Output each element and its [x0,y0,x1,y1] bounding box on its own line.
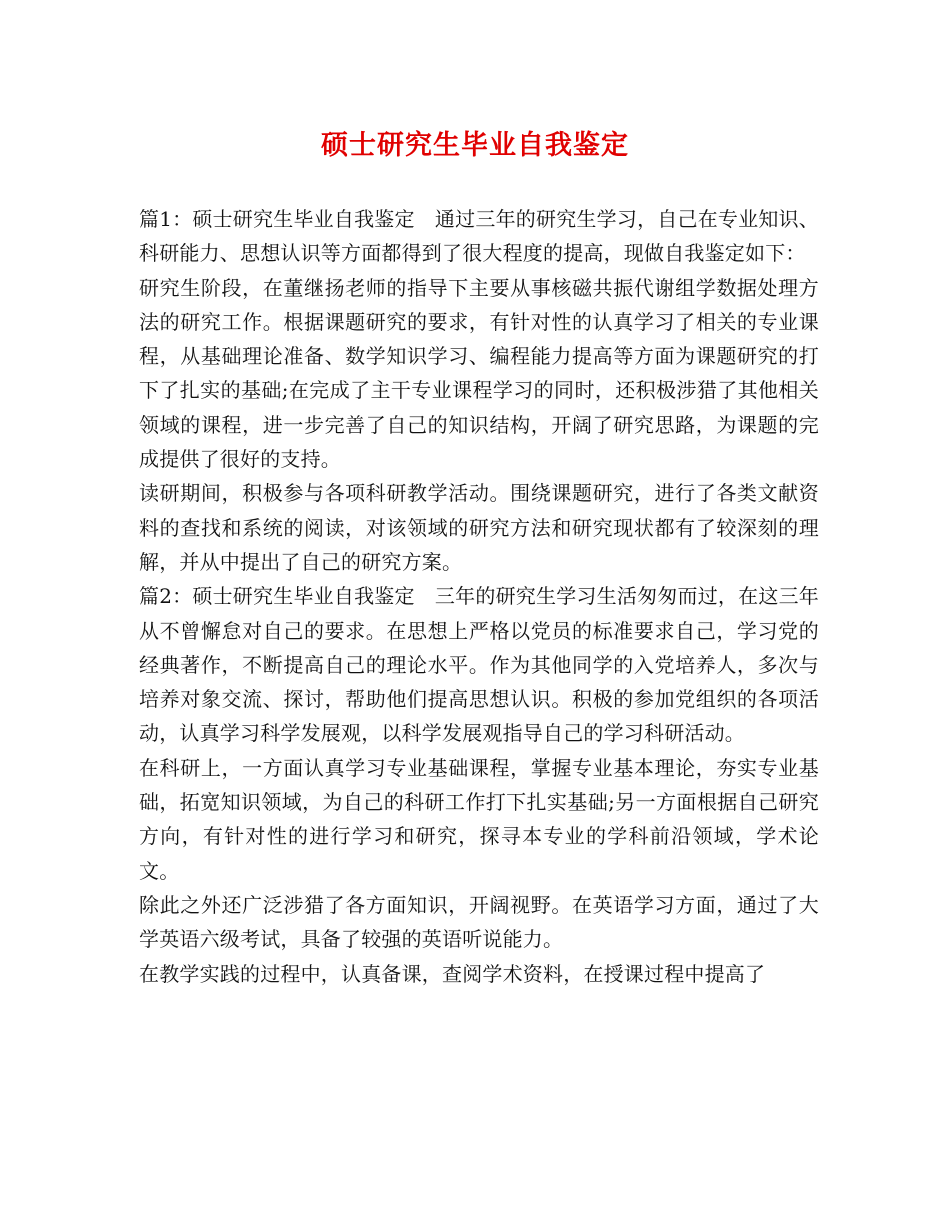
paragraph-3: 读研期间，积极参与各项科研教学活动。围绕课题研究，进行了各类文献资料的查找和系统的阅读，对该领域的研究方法和研究现状都有了较深刻的理解，并从中提出了自己的研究方案。 [139,481,819,574]
paragraph-5: 在科研上，一方面认真学习专业基础课程，掌握专业基本理论，夯实专业基础，拓宽知识领域，为自己的科研工作打下扎实基础;另一方面根据自己研究方向，有针对性的进行学习和研究，探寻本专业的学科前沿领域，学术论文。 [139,755,819,883]
document-body [139,202,819,991]
paragraph-2: 研究生阶段，在董继扬老师的指导下主要从事核磁共振代谢组学数据处理方法的研究工作。根据课题研究的要求，有针对性的认真学习了相关的专业课程，从基础理论准备、数学知识学习、编程能力提高等方面为课题研究的打下了扎实的基础;在完成了主干专业课程学习的同时，还积极涉猎了其他相关领域的课程，进一步完善了自己的知识结构，开阔了研究思路，为课题的完成提供了很好的支持。 [139,275,819,472]
paragraph-4: 篇2：硕士研究生毕业自我鉴定 三年的研究生学习生活匆匆而过，在这三年从不曾懈怠对自己的要求。在思想上严格以党员的标准要求自己，学习党的经典著作，不断提高自己的理论水平。作为其他同学的入党培养人，多次与培养对象交流、探讨，帮助他们提高思想认识。积极的参加党组织的各项活动，认真学习科学发展观，以科学发展观指导自己的学习科研活动。 [139,584,819,746]
paragraph-7: 在教学实践的过程中，认真备课，查阅学术资料，在授课过程中提高了 [139,961,766,986]
paragraph-6: 除此之外还广泛涉猎了各方面知识，开阔视野。在英语学习方面，通过了大学英语六级考试，具备了较强的英语听说能力。 [139,892,819,952]
paragraph-1: 篇1：硕士研究生毕业自我鉴定 通过三年的研究生学习，自己在专业知识、科研能力、思想认识等方面都得到了很大程度的提高，现做自我鉴定如下： [139,207,819,266]
document-title: 硕士研究生毕业自我鉴定 [321,130,629,161]
